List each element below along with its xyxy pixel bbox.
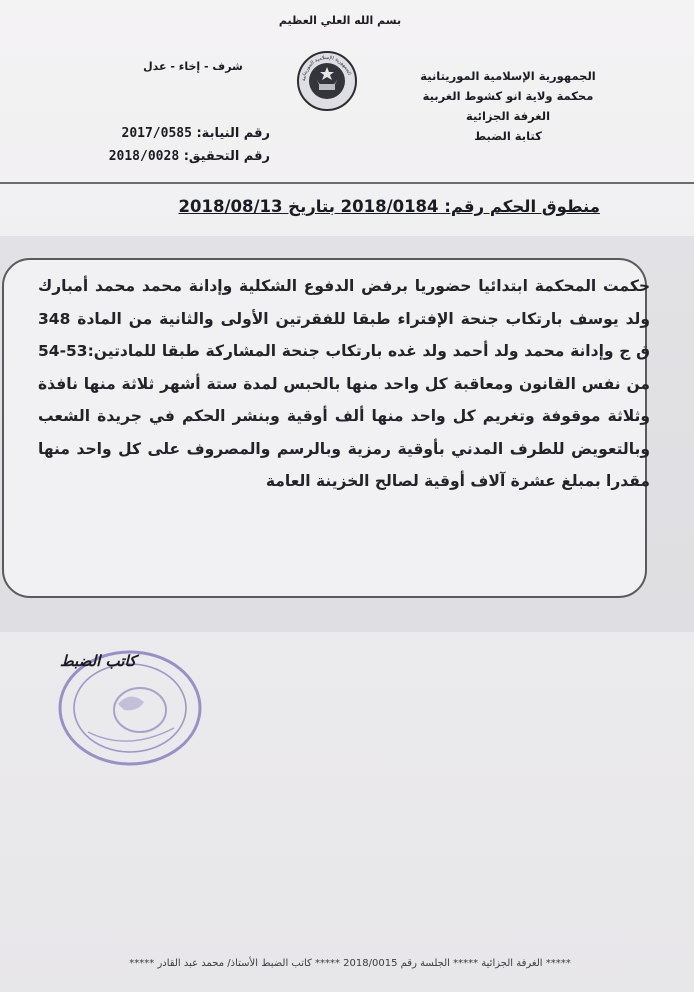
investigation-number-line [70,149,270,164]
investigation-number: 2018/0028 [108,149,180,164]
investigation-number-label: رقم التحقيق: [183,149,270,164]
header-divider [0,182,694,184]
prosecution-number: 2017/0585 [121,126,192,141]
national-motto: شرف - إخاء - عدل [143,60,243,73]
clerk-signature: كاتب الضبط [59,652,137,670]
registry-name: كتابة الضبط [474,129,542,143]
mauritania-emblem-icon [296,50,358,112]
verdict-text: حكمت المحكمة ابتدائيا حضوريا برفض الدفوع الشكلية وإدانة محمد محمد أمبارك ولد يوسف بارتكاب جنحة الإفتراء طبقا للفقرتين الأولى والثانية من المادة 348 ق ج وإدانة محمد ولد أحمد ولد غده بارتكاب جنحة المشاركة طبقا للمادتين:53-54 من نفس القانون ومعاقبة كل واحد منها بالحبس لمدة ستة أشهر ثلاثة منها نافذة وثلاثة موقوفة وتغريم كل واحد منها ألف أوقية وبنشر الحكم في جريدة الشعب وبالتعويض للطرف المدني بأوقية رمزية وبالرسم والمصروف على كل واحد منها مقدرا بمبلغ عشرة آلاف أوقية لصالح الخزينة العامة [38,277,650,490]
emblem-ring-text: الجمهورية الإسلامية الموريتانية [300,54,353,82]
court-name: محكمة ولاية انو كشوط الغربية [422,89,594,103]
chamber-name: الغرفة الجزائية [465,109,551,123]
prosecution-number-line [70,126,270,141]
footer-line: ***** الغرفة الجزائية ***** الجلسة رقم 2018/0015 ***** كاتب الضبط الأستاذ/ محمد عبد القادر ***** [129,958,571,969]
country-name: الجمهورية الإسلامية الموريتانية [420,69,596,83]
issuing-authority [408,66,608,146]
prosecution-number-label: رقم النيابة: [196,126,270,141]
basmala: بسم الله العلي العظيم [278,14,402,27]
verdict-title: منطوق الحكم رقم: 2018/0184 بتاريخ 2018/08/13 [178,197,600,216]
